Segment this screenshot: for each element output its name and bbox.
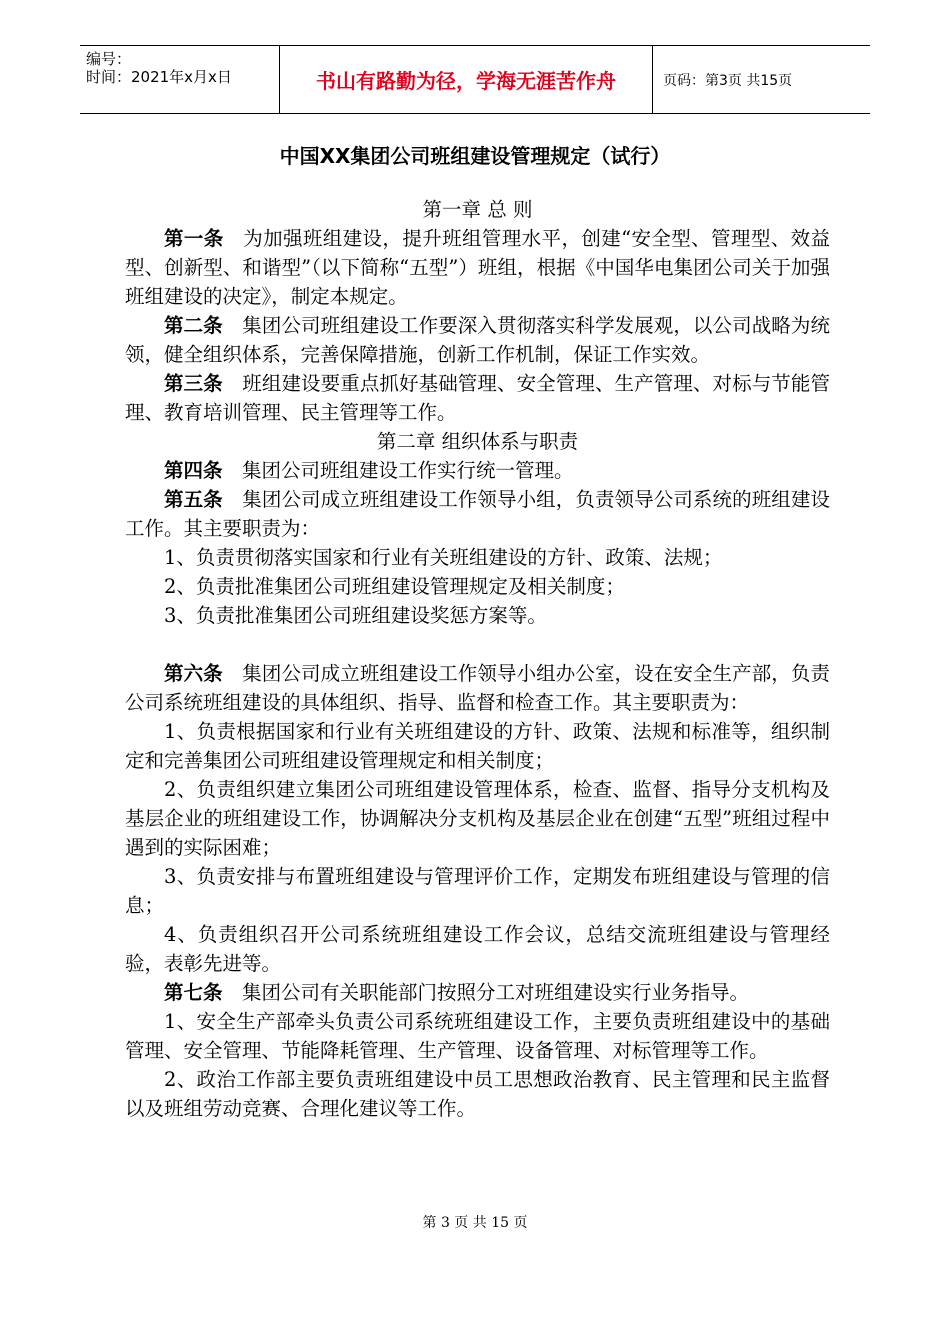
- chapter-heading: 第二章 组织体系与职责: [376, 430, 579, 453]
- document-title: 中国XX集团公司班组建设管理规定（试行）: [279, 144, 671, 168]
- page-footer: 第 3 页 共 15 页: [422, 1215, 528, 1231]
- header-page-info: 页码：第3页 共15页: [663, 72, 793, 89]
- document-body: [125, 195, 830, 1123]
- article: [125, 659, 830, 717]
- article-text: 集团公司成立班组建设工作领导小组，负责领导公司系统的班组建设工作。其主要职责为：: [125, 488, 830, 540]
- list-item: 1、负责贯彻落实国家和行业有关班组建设的方针、政策、法规；: [164, 546, 723, 569]
- article-text: 集团公司成立班组建设工作领导小组办公室，设在安全生产部，负责公司系统班组建设的具体组织、指导、监督和检查工作。其主要职责为：: [125, 662, 830, 714]
- time-label: 时间：2021年x月x日: [86, 68, 232, 86]
- article: [125, 485, 830, 543]
- article: [125, 978, 830, 1007]
- header-motto: 书山有路勤为径，学海无涯苦作舟: [280, 46, 653, 113]
- article-label: 第五条: [164, 488, 223, 511]
- article-label: 第一条: [164, 227, 224, 250]
- article-text: 集团公司班组建设工作实行统一管理。: [242, 459, 574, 482]
- list-item: 2、负责组织建立集团公司班组建设管理体系，检查、监督、指导分支机构及基层企业的班组建设工作，协调解决分支机构及基层企业在创建“五型”班组过程中遇到的实际困难；: [125, 778, 830, 859]
- article: [125, 456, 830, 485]
- article-text: 为加强班组建设，提升班组管理水平，创建“安全型、管理型、效益型、创新型、和谐型”（以下简称“五型”）班组，根据《中国华电集团公司关于加强班组建设的决定》，制定本规定。: [125, 227, 830, 308]
- article-text: 集团公司有关职能部门按照分工对班组建设实行业务指导。: [242, 981, 750, 1004]
- header-meta: [80, 46, 280, 113]
- list-item: 1、负责根据国家和行业有关班组建设的方针、政策、法规和标准等，组织制定和完善集团公司班组建设管理规定和相关制度；: [125, 720, 830, 772]
- list-item: 2、政治工作部主要负责班组建设中员工思想政治教育、民主管理和民主监督以及班组劳动竞赛、合理化建议等工作。: [125, 1068, 830, 1120]
- article-text: 集团公司班组建设工作要深入贯彻落实科学发展观，以公司战略为统领，健全组织体系，完善保障措施，创新工作机制，保证工作实效。: [125, 314, 830, 366]
- number-label: 编号：: [86, 50, 132, 68]
- article: [125, 311, 830, 369]
- article-label: 第六条: [164, 662, 223, 685]
- list-item: 3、负责批准集团公司班组建设奖惩方案等。: [164, 604, 547, 627]
- list-item: 1、安全生产部牵头负责公司系统班组建设工作，主要负责班组建设中的基础管理、安全管理、节能降耗管理、生产管理、设备管理、对标管理等工作。: [125, 1010, 830, 1062]
- chapter-heading: 第一章 总 则: [422, 198, 533, 221]
- article-label: 第二条: [164, 314, 223, 337]
- article-label: 第四条: [164, 459, 223, 482]
- list-item: 4、负责组织召开公司系统班组建设工作会议，总结交流班组建设与管理经验，表彰先进等。: [125, 923, 830, 975]
- article-label: 第七条: [164, 981, 223, 1004]
- list-item: 2、负责批准集团公司班组建设管理规定及相关制度；: [164, 575, 625, 598]
- article-label: 第三条: [164, 372, 223, 395]
- page-header: [80, 45, 870, 114]
- article: [125, 369, 830, 427]
- list-item: 3、负责安排与布置班组建设与管理评价工作，定期发布班组建设与管理的信息；: [125, 865, 830, 917]
- article-text: 班组建设要重点抓好基础管理、安全管理、生产管理、对标与节能管理、教育培训管理、民主管理等工作。: [125, 372, 830, 424]
- article: [125, 224, 830, 311]
